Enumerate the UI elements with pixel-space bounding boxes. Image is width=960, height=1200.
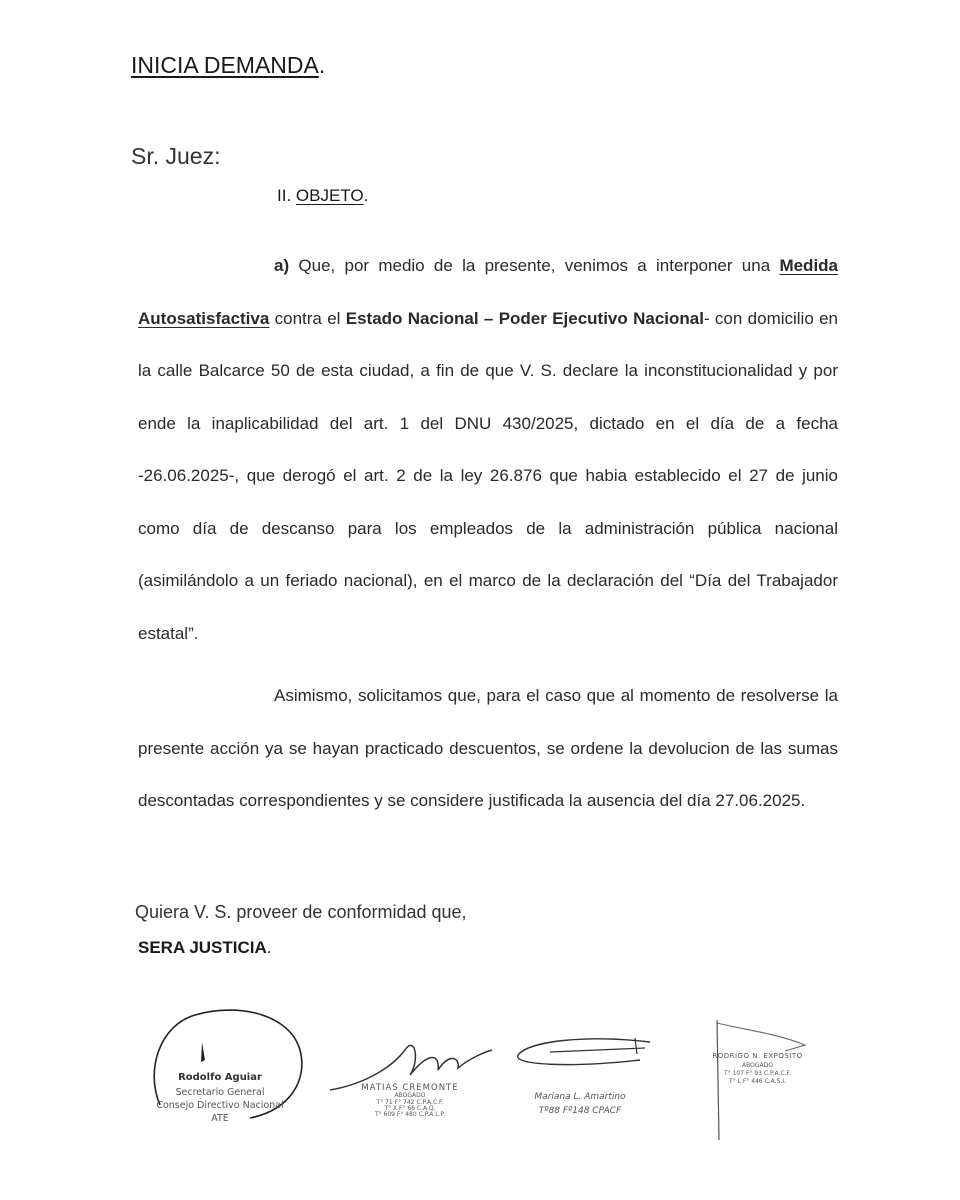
signer-name: Mariana L. Amartino [534, 1092, 626, 1102]
paragraph-refund [138, 670, 838, 828]
salutation: Sr. Juez: [131, 143, 221, 169]
paragraph-text: - con domicilio en la calle Balcarce 50 de esta ciudad, a fin de que V. S. declare la inconstitucionalidad y por ende la inaplicabilidad del art. 1 del DNU 430/2025, dictado en el día de a fecha -26.06.2025-, que derogó el art. 2 de la ley 26.876 que habia establecido el 27 de junio como día de descanso para los empleados de la administración pública nacional (asimilándolo a un feriado nacional), en el marco de la declaración del “Día del Trabajador estatal”. [138, 308, 839, 643]
defendant-name: Estado Nacional – Poder Ejecutivo Nacional [345, 308, 704, 328]
measure-name: Medida Autosatisfactiva [138, 256, 838, 328]
closing-verdict: SERA JUSTICIA. [138, 938, 272, 957]
paragraph-text: Que, por medio de la presente, venimos a interponer una [289, 256, 780, 275]
signer-name: Rodolfo Aguiar [178, 1072, 262, 1083]
signer-role: Secretario General [175, 1087, 265, 1098]
signer-name: RODRIGO N. EXPOSITO [712, 1052, 803, 1060]
sera-justicia: SERA JUSTICIA [138, 938, 267, 957]
paragraph-text: Asimismo, solicitamos que, para el caso que al momento de resolverse la presente acción ya se hayan practicado descuentos, se ordene la devolucion de las sumas descontadas correspondientes y se considere justificada la ausencia del día 27.06.2025. [138, 686, 838, 810]
paragraph-object [138, 240, 838, 660]
signer-registry: T° 71 F° 742 C.P.A.C.F. [376, 1099, 444, 1106]
signer-registry: T° 609 F° 480 C.P.A.L.P. [374, 1111, 446, 1118]
section-heading: II. OBJETO. [277, 186, 369, 205]
document-title: INICIA DEMANDA. [131, 52, 326, 78]
signer-org: Consejo Directivo Nacional [156, 1100, 284, 1111]
paragraph-letter: a) [274, 256, 290, 275]
signer-registry: T° L F° 446 C.A.S.I. [729, 1078, 786, 1085]
closing-line: Quiera V. S. proveer de conformidad que, [135, 902, 467, 922]
paragraph-text: contra el [269, 308, 346, 328]
section-title: OBJETO [295, 186, 364, 205]
signer-title: ABOGADO [742, 1062, 773, 1069]
signer-registry: Tº88 Fº148 CPACF [538, 1106, 622, 1116]
signer-name: MATIAS CREMONTE [361, 1083, 459, 1093]
signer-org-short: ATE [211, 1113, 229, 1124]
signature-block [0, 1000, 960, 1200]
signer-registry: T° 107 F° 93 C.P.A.C.F. [724, 1070, 791, 1077]
signer-registry: T° X F° 66 C.A.Q. [384, 1105, 436, 1112]
section-number: II. [277, 186, 292, 205]
signer-title: ABOGADO [394, 1092, 426, 1099]
title-text: INICIA DEMANDA [131, 52, 319, 78]
signature-scribble [510, 1030, 660, 1075]
